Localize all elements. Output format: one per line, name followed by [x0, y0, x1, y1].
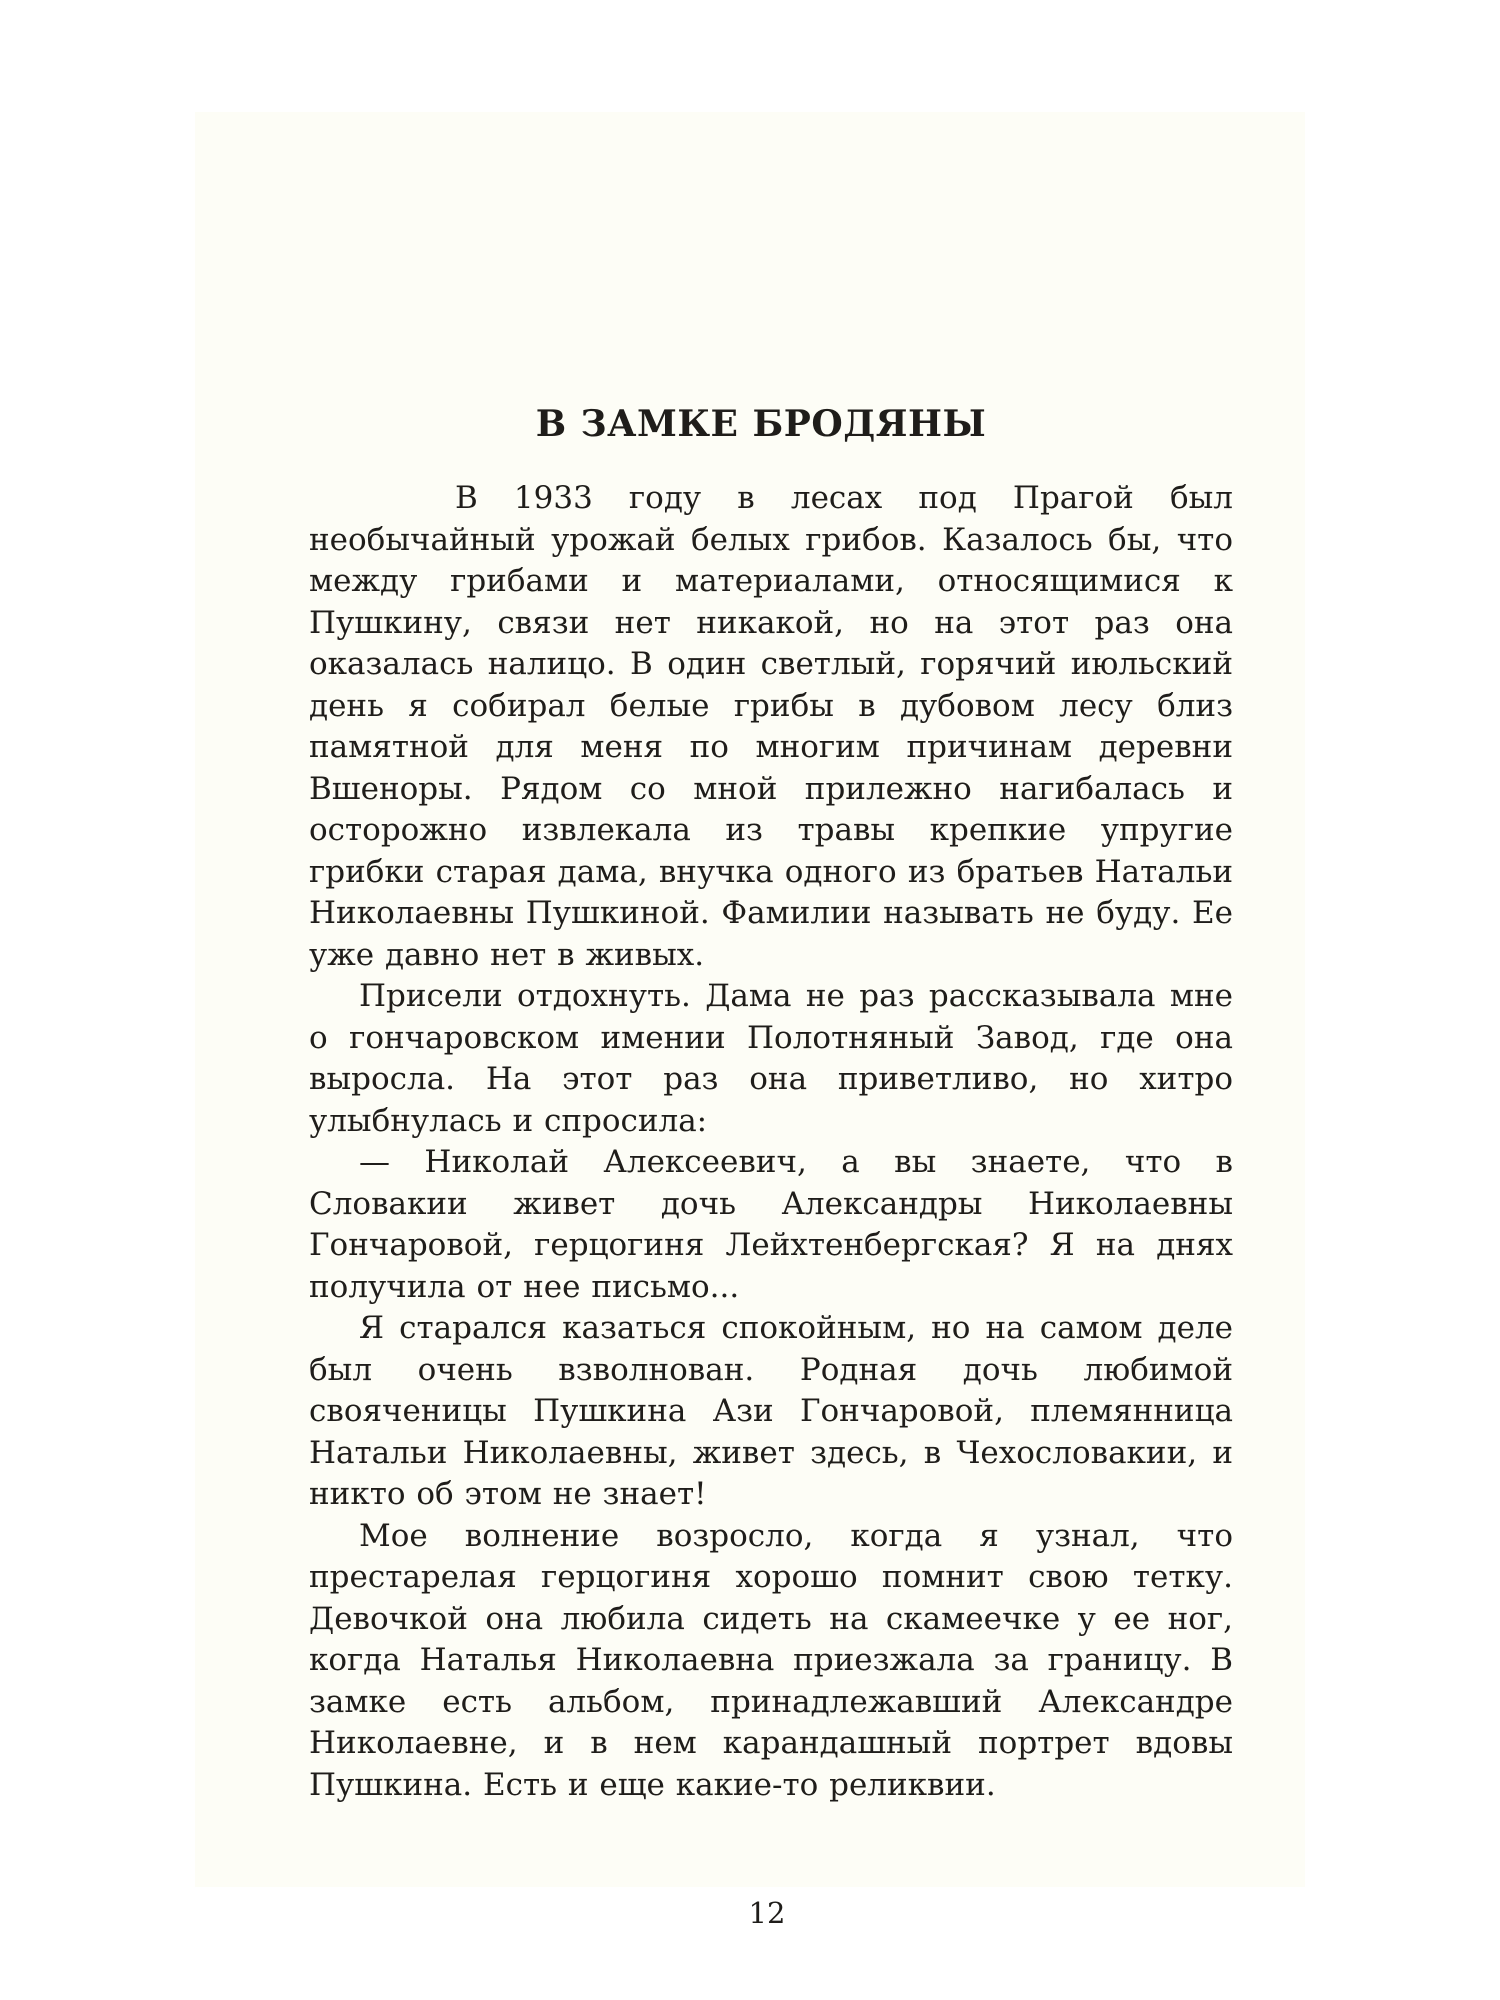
page-text-block	[309, 400, 1233, 1806]
paragraph-2: Присели отдохнуть. Дама не раз рассказывала мне о гончаровском имении Полотняный Завод, где она выросла. На этот раз она приветливо, но хитро улыбнулась и спросила:	[309, 978, 1233, 1139]
paragraph-1: В 1933 году в лесах под Прагой был необычайный урожай белых грибов. Казалось бы, что между грибами и материалами, относящимися к Пушкину, связи нет никакой, но на этот раз она оказалась налицо. В один светлый, горячий июльский день я собирал белые грибы в дубовом лесу близ памятной для меня по многим причинам деревни Вшеноры. Рядом со мной прилежно нагибалась и осторожно извлекала из травы крепкие упругие грибки старая дама, внучка одного из братьев Натальи Николаевны Пушкиной. Фамилии называть не буду. Ее уже давно нет в живых.	[309, 480, 1233, 973]
chapter-title: В ЗАМКЕ БРОДЯНЫ	[535, 403, 987, 445]
paragraph-4: Я старался казаться спокойным, но на самом деле был очень взволнован. Родная дочь любимой свояченицы Пушкина Ази Гончаровой, племянница Натальи Николаевны, живет здесь, в Чехословакии, и никто об этом не знает!	[309, 1310, 1233, 1512]
paragraph-5: Мое волнение возросло, когда я узнал, что престарелая герцогиня хорошо помнит свою тетку. Девочкой она любила сидеть на скамеечке у ее ног, когда Наталья Николаевна приезжала за границу. В замке есть альбом, принадлежавший Александре Николаевне, и в нем карандашный портрет вдовы Пушкина. Есть и еще какие-то реликвии.	[309, 1517, 1233, 1803]
page-number: 12	[748, 1896, 786, 1930]
paragraph-3: — Николай Алексеевич, а вы знаете, что в Словакии живет дочь Александры Николаевны Гончаровой, герцогиня Лейхтенбергская? Я на днях получила от нее письмо...	[309, 1144, 1233, 1305]
